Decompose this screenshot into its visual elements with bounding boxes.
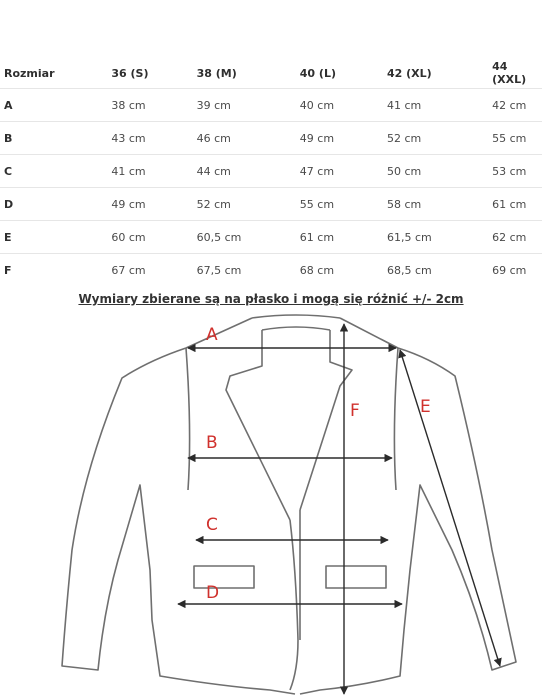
table-cell: 39 cm (196, 98, 231, 112)
table-cell: 41 cm (111, 164, 146, 178)
table-cell: 42 cm (492, 98, 527, 112)
table-cell: 44 cm (196, 164, 231, 178)
table-row (0, 188, 542, 221)
row-label: B (4, 131, 13, 145)
row-label: E (4, 230, 12, 244)
label-d: D (206, 583, 220, 603)
table-cell: 67 cm (111, 263, 146, 277)
row-label: A (4, 98, 13, 112)
table-cell: 46 cm (196, 131, 231, 145)
table-cell: 61 cm (492, 197, 527, 211)
row-label: F (4, 263, 12, 277)
header-38: 38 (M) (196, 66, 237, 80)
table-cell: 40 cm (299, 98, 335, 112)
header-40: 40 (L) (299, 66, 336, 80)
table-cell: 38 cm (111, 98, 146, 112)
table-cell: 60,5 cm (196, 230, 242, 244)
label-e: E (420, 397, 431, 417)
header-size: Rozmiar (4, 66, 55, 80)
table-cell: 52 cm (196, 197, 231, 211)
table-cell: 68,5 cm (387, 263, 432, 277)
label-a: A (206, 325, 218, 345)
table-row (0, 89, 542, 122)
measurement-note: Wymiary zbierane są na płasko i mogą się różnić +/- 2cm (78, 292, 464, 306)
table-cell: 50 cm (387, 164, 422, 178)
row-label: C (4, 164, 13, 178)
jacket-outline (62, 315, 516, 694)
table-cell: 68 cm (299, 263, 335, 277)
header-36: 36 (S) (111, 66, 149, 80)
label-f: F (350, 401, 360, 421)
label-c: C (206, 515, 218, 535)
table-cell: 47 cm (299, 164, 335, 178)
table-cell: 41 cm (387, 98, 422, 112)
table-cell: 53 cm (492, 164, 527, 178)
jacket-diagram (0, 310, 542, 700)
table-row (0, 155, 542, 188)
table-cell: 69 cm (492, 263, 527, 277)
table-cell: 52 cm (387, 131, 422, 145)
table-row (0, 221, 542, 254)
table-cell: 61,5 cm (387, 230, 432, 244)
label-b: B (206, 433, 218, 453)
table-cell: 49 cm (111, 197, 146, 211)
header-42: 42 (XL) (387, 66, 432, 80)
table-cell: 58 cm (387, 197, 422, 211)
table-header-row (0, 58, 542, 89)
table-cell: 60 cm (111, 230, 146, 244)
table-cell: 43 cm (111, 131, 146, 145)
table-row (0, 254, 542, 287)
header-44: 44 (XXL) (492, 60, 527, 86)
table-row (0, 122, 542, 155)
table-cell: 49 cm (299, 131, 335, 145)
measurement-arrows (178, 324, 500, 694)
table-cell: 55 cm (299, 197, 335, 211)
size-table (0, 58, 542, 286)
table-cell: 55 cm (492, 131, 527, 145)
table-cell: 67,5 cm (196, 263, 242, 277)
table-cell: 61 cm (299, 230, 335, 244)
table-cell: 62 cm (492, 230, 527, 244)
row-label: D (4, 197, 14, 211)
